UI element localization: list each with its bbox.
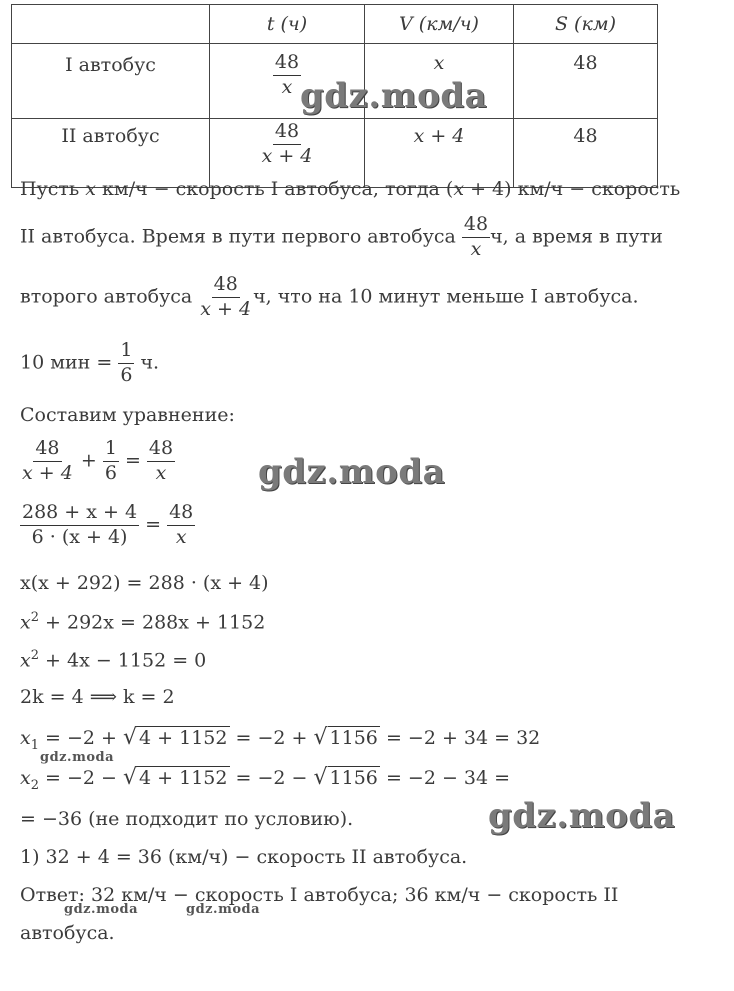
watermark: gdz.moda bbox=[186, 902, 261, 917]
answer-line-2: автобуса. bbox=[20, 922, 115, 944]
square-root: √ 1156 bbox=[313, 725, 378, 750]
watermark: gdz.moda bbox=[258, 452, 446, 492]
text-line-4: 10 мин = $\frac{1}{6}$ ч. bbox=[20, 339, 160, 386]
watermark: gdz.moda bbox=[64, 902, 139, 917]
equation-4: $x^2 + 292x = 288x + 1152$ bbox=[20, 610, 266, 634]
distance-cell-bus-1: 48 bbox=[514, 44, 658, 119]
row-label-bus-2: II автобус bbox=[12, 119, 210, 188]
answer-line-1: Ответ: 32 км/ч − скорость I автобуса; 36 км/ч − скорость II bbox=[20, 884, 619, 906]
fraction: $\frac{48}{x}$ bbox=[169, 501, 194, 548]
equation-root-2: $x_2 = -2$ − √ 4 + 1152 = −2 − √ 1156 = −2 − 34 = bbox=[20, 765, 511, 793]
fraction: $\frac{1}{6}$ bbox=[120, 339, 133, 386]
fraction: $\frac{48}{x}$ bbox=[463, 213, 489, 260]
table-header-distance: S (км) bbox=[514, 5, 658, 44]
square-root: √ 4 + 1152 bbox=[123, 725, 228, 750]
table-header-time: t (ч) bbox=[210, 5, 365, 44]
text-line-5: Составим уравнение: bbox=[20, 404, 235, 426]
fraction: $\frac{48}{x}$ bbox=[274, 51, 300, 98]
table-header-empty bbox=[12, 5, 210, 44]
fraction: $\frac{48}{x + 4}$ bbox=[22, 437, 73, 484]
square-root: √ 1156 bbox=[313, 765, 378, 790]
table-header-speed: V (км/ч) bbox=[365, 5, 514, 44]
fraction: $\frac{1}{6}$ bbox=[104, 437, 117, 484]
table-header-row bbox=[12, 5, 658, 44]
equation-3: x(x + 292) = 288 · (x + 4) bbox=[20, 572, 269, 594]
equation-6: 2k = 4 ⟹ k = 2 bbox=[20, 686, 175, 708]
equation-5: $x^2 + 4x - 1152 = 0$ bbox=[20, 648, 207, 672]
step-1: 1) 32 + 4 = 36 (км/ч) − скорость II автобуса. bbox=[20, 846, 468, 868]
text-line-1: Пусть x км/ч − скорость I автобуса, тогда (x + 4) км/ч − скорость bbox=[20, 178, 681, 200]
fraction: $\frac{288 + x + 4}{6 \cdot (x + 4)}$ bbox=[22, 501, 138, 548]
equation-root-2-cont: = −36 (не подходит по условию). bbox=[20, 808, 354, 830]
fraction: $\frac{48}{x + 4}$ bbox=[261, 120, 313, 167]
watermark: gdz.moda bbox=[40, 750, 115, 765]
text-line-2: II автобуса. Время в пути первого автобуса $\frac{48}{x}$ ч, а время в пути bbox=[20, 213, 663, 260]
distance-cell-bus-2: 48 bbox=[514, 119, 658, 188]
fraction: $\frac{48}{x + 4}$ bbox=[200, 273, 252, 320]
watermark: gdz.moda bbox=[300, 76, 488, 116]
speed-cell-bus-1: x bbox=[365, 44, 514, 119]
text-line-3: второго автобуса $\frac{48}{x + 4}$ ч, что на 10 минут меньше I автобуса. bbox=[20, 273, 639, 320]
row-label-bus-1: I автобус bbox=[12, 44, 210, 119]
equation-2: $\frac{288 + x + 4}{6 \cdot (x + 4)}$ = $\frac{48}{x}$ bbox=[22, 501, 194, 548]
watermark: gdz.moda bbox=[488, 796, 676, 836]
square-root: √ 4 + 1152 bbox=[123, 765, 228, 790]
speed-cell-bus-2: x + 4 bbox=[365, 119, 514, 188]
equation-1: $\frac{48}{x + 4}$ + $\frac{1}{6}$ = $\frac{48}{x}$ bbox=[22, 437, 174, 484]
fraction: $\frac{48}{x}$ bbox=[148, 437, 174, 484]
equation-root-1: $x_1 = -2$ + √ 4 + 1152 = −2 + √ 1156 = −2 + 34 = 32 bbox=[20, 725, 541, 753]
